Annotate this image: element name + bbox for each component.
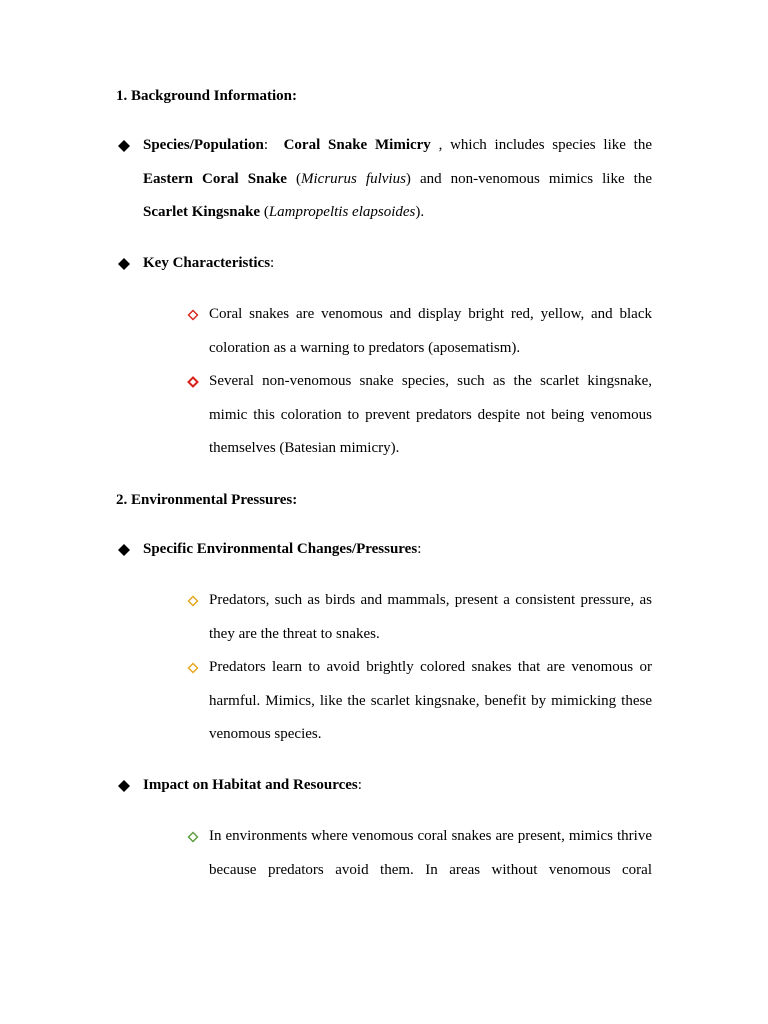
black-diamond-icon <box>116 776 132 796</box>
sub-text: In environments where venomous coral snakes are present, mimics thrive because predators avoid them. In areas without venomous coral <box>209 828 652 878</box>
label-colon: : <box>357 777 362 794</box>
sub-item-impact-1 <box>186 827 652 895</box>
term-micrurus-fulvius: Micrurus fulvius <box>301 170 406 187</box>
bullet-impact-habitat <box>116 776 652 798</box>
green-diamond-outline-icon <box>186 827 200 847</box>
label-colon: : <box>263 137 269 154</box>
black-diamond-icon <box>116 254 132 274</box>
bullet-species-population <box>116 136 652 237</box>
text-fragment: ). <box>415 204 425 221</box>
sub-item-specific-2 <box>186 658 652 759</box>
section-heading-background: 1. Background Information: <box>116 88 297 104</box>
term-coral-snake-mimicry: Coral Snake Mimicry <box>283 137 431 154</box>
term-lampropeltis-elapsoides: Lampropeltis elapsoides <box>268 204 416 221</box>
bullet-key-characteristics <box>116 254 652 276</box>
text-fragment: ( <box>286 170 302 187</box>
label-impact-habitat: Impact on Habitat and Resources <box>143 777 358 794</box>
label-key-characteristics: Key Characteristics <box>143 255 271 272</box>
text-fragment: , which includes species like the <box>430 137 652 154</box>
bullet-specific-pressures <box>116 540 652 562</box>
bullet-text-species <box>143 129 652 230</box>
sub-item-key-2 <box>186 372 652 473</box>
label-colon: : <box>417 541 422 558</box>
sub-text: Predators, such as birds and mammals, present a consistent pressure, as they are the threat to snakes. <box>209 592 652 642</box>
section-heading-environmental: 2. Environmental Pressures: <box>116 492 298 508</box>
sub-item-specific-1 <box>186 591 652 659</box>
red-diamond-outline-icon <box>186 305 200 325</box>
sub-item-key-1 <box>186 305 652 373</box>
sub-text: Coral snakes are venomous and display bright red, yellow, and black coloration as a warning to predators (aposematism). <box>209 306 652 356</box>
term-eastern-coral-snake: Eastern Coral Snake <box>143 170 287 187</box>
black-diamond-icon <box>116 136 132 156</box>
text-fragment: ( <box>260 204 269 221</box>
orange-diamond-outline-icon <box>186 591 200 611</box>
black-diamond-icon <box>116 540 132 560</box>
sub-text: Predators learn to avoid brightly colored snakes that are venomous or harmful. Mimics, like the scarlet kingsnake, benefit by mimicking these venomous species. <box>209 659 652 743</box>
text-fragment: ) and non-venomous mimics like the <box>405 170 652 187</box>
term-scarlet-kingsnake: Scarlet Kingsnake <box>143 204 261 221</box>
label-species-population: Species/Population <box>143 137 264 154</box>
sub-text: Several non-venomous snake species, such as the scarlet kingsnake, mimic this coloration to prevent predators despite not being venomous themselves (Batesian mimicry). <box>209 373 652 457</box>
label-colon: : <box>270 255 275 272</box>
red-diamond-outline-icon <box>186 372 200 392</box>
orange-diamond-outline-icon <box>186 658 200 678</box>
bullet-text-key <box>143 247 652 281</box>
bullet-text-specific <box>143 533 652 567</box>
bullet-text-impact <box>143 769 652 803</box>
label-specific-pressures: Specific Environmental Changes/Pressures <box>143 541 418 558</box>
